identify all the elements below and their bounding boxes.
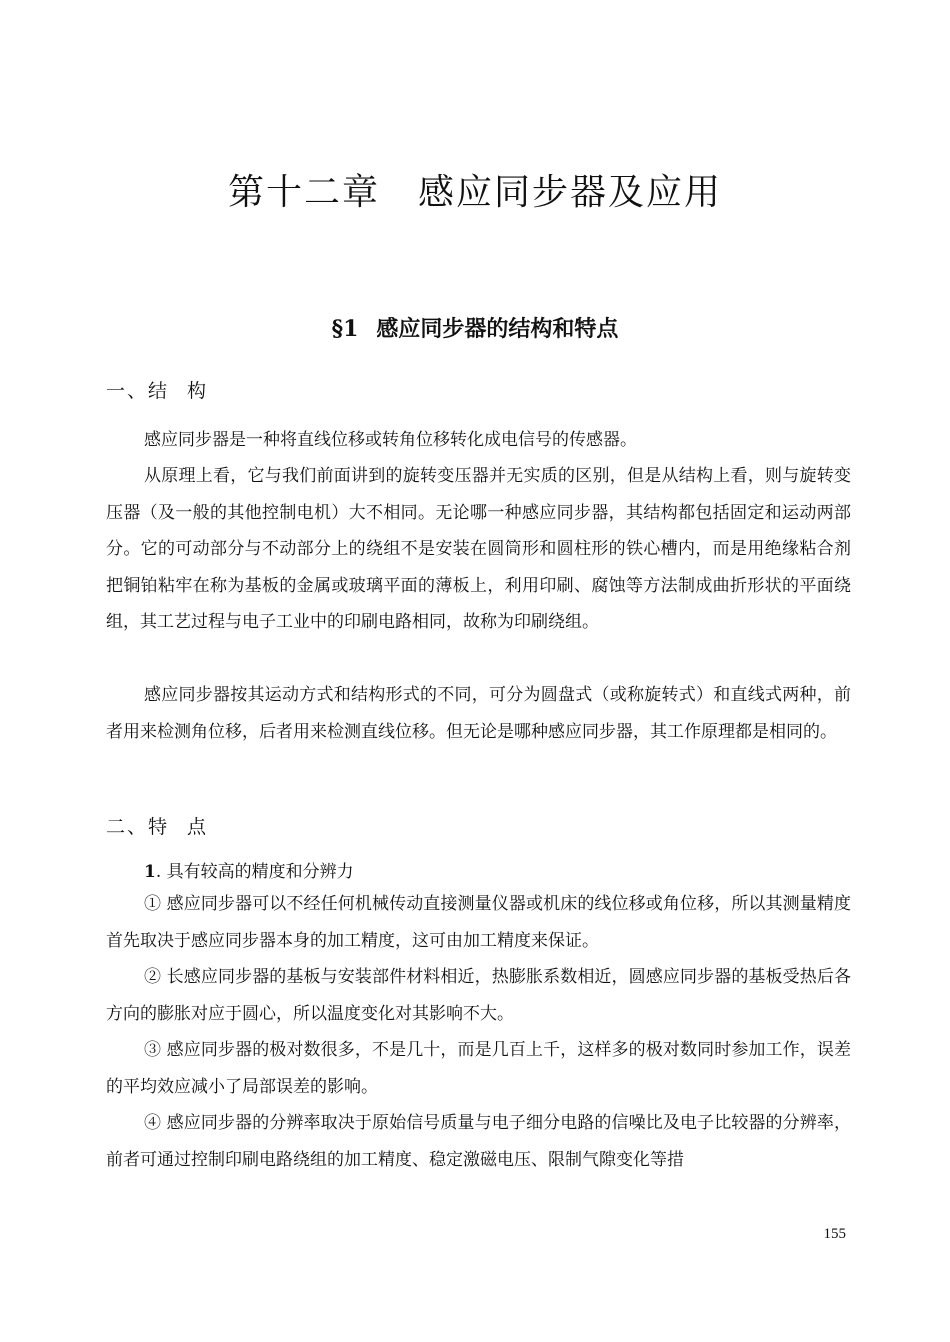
chapter-number: 第十二章: [227, 172, 380, 213]
section-name: 感应同步器的结构和特点: [376, 316, 619, 342]
chapter-title: [0, 164, 950, 215]
heading-char: 特: [148, 816, 170, 838]
chapter-name: 感应同步器及应用: [418, 172, 723, 213]
subheading-number: 1: [144, 862, 156, 882]
paragraph: 感应同步器是一种将直线位移或转角位移转化成电信号的传感器。: [144, 430, 637, 450]
paragraph: 从原理上看，它与我们前面讲到的旋转变压器并无实质的区别，但是从结构上看，则与旋转变压器（及一般的其他控制电机）大不相同。无论哪一种感应同步器，其结构都包括固定和运动两部分。它的可动部分与不动部分上的绕组不是安装在圆筒形和圆柱形的铁心槽内，而是用绝缘粘合剂把铜铂粘牢在称为基板的金属或玻璃平面的薄板上，利用印刷、腐蚀等方法制成曲折形状的平面绕组，其工艺过程与电子工业中的印刷电路相同，故称为印刷绕组。: [106, 466, 851, 632]
paragraph: ③ 感应同步器的极对数很多，不是几十，而是几百上千，这样多的极对数同时参加工作，误差的平均效应减小了局部误差的影响。: [106, 1040, 851, 1097]
section-number: §1: [331, 316, 359, 342]
heading-features: [106, 812, 208, 839]
heading-number: 一、: [106, 380, 149, 402]
subheading-precision: [144, 857, 354, 882]
heading-number: 二、: [106, 816, 149, 838]
section-title: [0, 312, 950, 343]
paragraph: ④ 感应同步器的分辨率取决于原始信号质量与电子细分电路的信噪比及电子比较器的分辨率，前者可通过控制印刷电路绕组的加工精度、稳定激磁电压、限制气隙变化等措: [106, 1113, 851, 1170]
heading-char: 结: [148, 380, 170, 402]
heading-structure: [106, 376, 208, 403]
paragraph: ① 感应同步器可以不经任何机械传动直接测量仪器或机床的线位移或角位移，所以其测量精度首先取决于感应同步器本身的加工精度，这可由加工精度来保证。: [106, 894, 851, 951]
heading-char: 构: [187, 380, 209, 402]
paragraph: ② 长感应同步器的基板与安装部件材料相近，热膨胀系数相近，圆感应同步器的基板受热后各方向的膨胀对应于圆心，所以温度变化对其影响不大。: [106, 967, 851, 1024]
paragraph: 感应同步器按其运动方式和结构形式的不同，可分为圆盘式（或称旋转式）和直线式两种，前者用来检测角位移，后者用来检测直线位移。但无论是哪种感应同步器，其工作原理都是相同的。: [106, 685, 851, 742]
heading-char: 点: [187, 816, 209, 838]
page-number: 155: [823, 1226, 846, 1242]
subheading-text: . 具有较高的精度和分辨力: [155, 862, 354, 882]
